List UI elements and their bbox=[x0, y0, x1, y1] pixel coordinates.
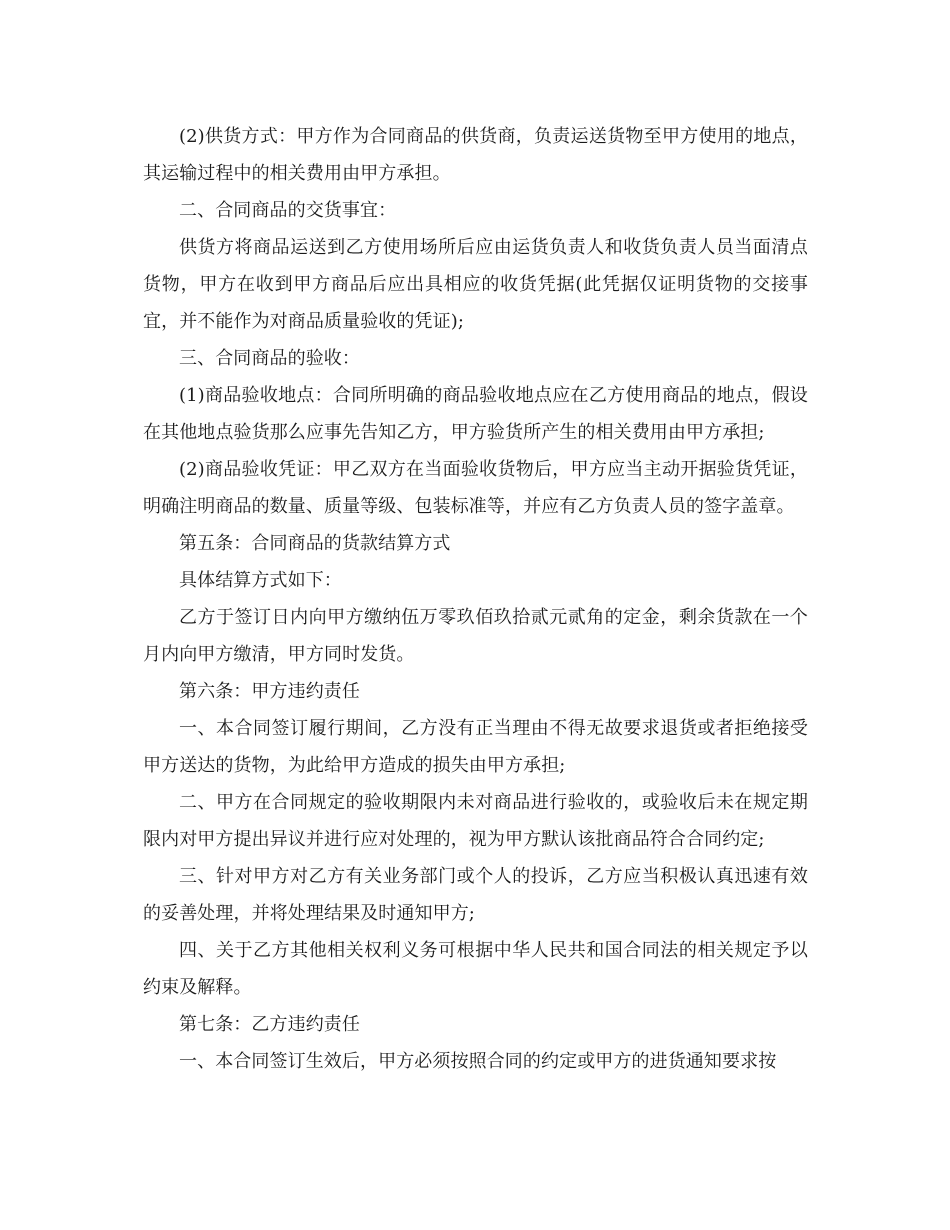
paragraph-acceptance-location: (1)商品验收地点：合同所明确的商品验收地点应在乙方使用商品的地点，假设在其他地点验货那么应事先告知乙方，甲方验货所产生的相关费用由甲方承担; bbox=[143, 385, 808, 443]
heading-delivery-matters: 二、合同商品的交货事宜： bbox=[179, 200, 397, 221]
paragraph-acceptance-voucher: (2)商品验收凭证：甲乙双方在当面验收货物后，甲方应当主动开据验货凭证，明确注明商品的数量、质量等级、包装标准等，并应有乙方负责人员的签字盖章。 bbox=[143, 459, 808, 517]
paragraph-party-b-liability-1: 一、本合同签订生效后，甲方必须按照合同的约定或甲方的进货通知要求按 bbox=[179, 1051, 777, 1072]
paragraph-party-a-liability-2: 二、甲方在合同规定的验收期限内未对商品进行验收的，或验收后未在规定期限内对甲方提出异议并进行应对处理的，视为甲方默认该批商品符合合同约定; bbox=[143, 792, 808, 850]
paragraph-settlement-deposit: 乙方于签订日内向甲方缴纳伍万零玖佰玖拾贰元贰角的定金，剩余货款在一个月内向甲方缴清，甲方同时发货。 bbox=[143, 607, 808, 665]
paragraph-settlement-intro: 具体结算方式如下： bbox=[179, 570, 342, 591]
paragraph-party-a-liability-3: 三、针对甲方对乙方有关业务部门或个人的投诉，乙方应当积极认真迅速有效的妥善处理，并将处理结果及时通知甲方; bbox=[143, 866, 808, 924]
document-body bbox=[143, 118, 808, 1080]
paragraph-party-a-liability-4: 四、关于乙方其他相关权利义务可根据中华人民共和国合同法的相关规定予以约束及解释。 bbox=[143, 940, 808, 998]
heading-article-7: 第七条：乙方违约责任 bbox=[179, 1014, 360, 1035]
paragraph-party-a-liability-1: 一、本合同签订履行期间，乙方没有正当理由不得无故要求退货或者拒绝接受甲方送达的货物，为此给甲方造成的损失由甲方承担; bbox=[143, 718, 808, 776]
heading-article-6: 第六条：甲方违约责任 bbox=[179, 681, 360, 702]
paragraph-supply-method: (2)供货方式：甲方作为合同商品的供货商，负责运送货物至甲方使用的地点，其运输过程中的相关费用由甲方承担。 bbox=[143, 126, 808, 184]
paragraph-delivery: 供货方将商品运送到乙方使用场所后应由运货负责人和收货负责人员当面清点货物，甲方在收到甲方商品后应出具相应的收货凭据(此凭据仅证明货物的交接事宜，并不能作为对商品质量验收的凭证); bbox=[143, 237, 808, 332]
heading-acceptance: 三、合同商品的验收： bbox=[179, 348, 360, 369]
heading-article-5: 第五条：合同商品的货款结算方式 bbox=[179, 533, 451, 554]
